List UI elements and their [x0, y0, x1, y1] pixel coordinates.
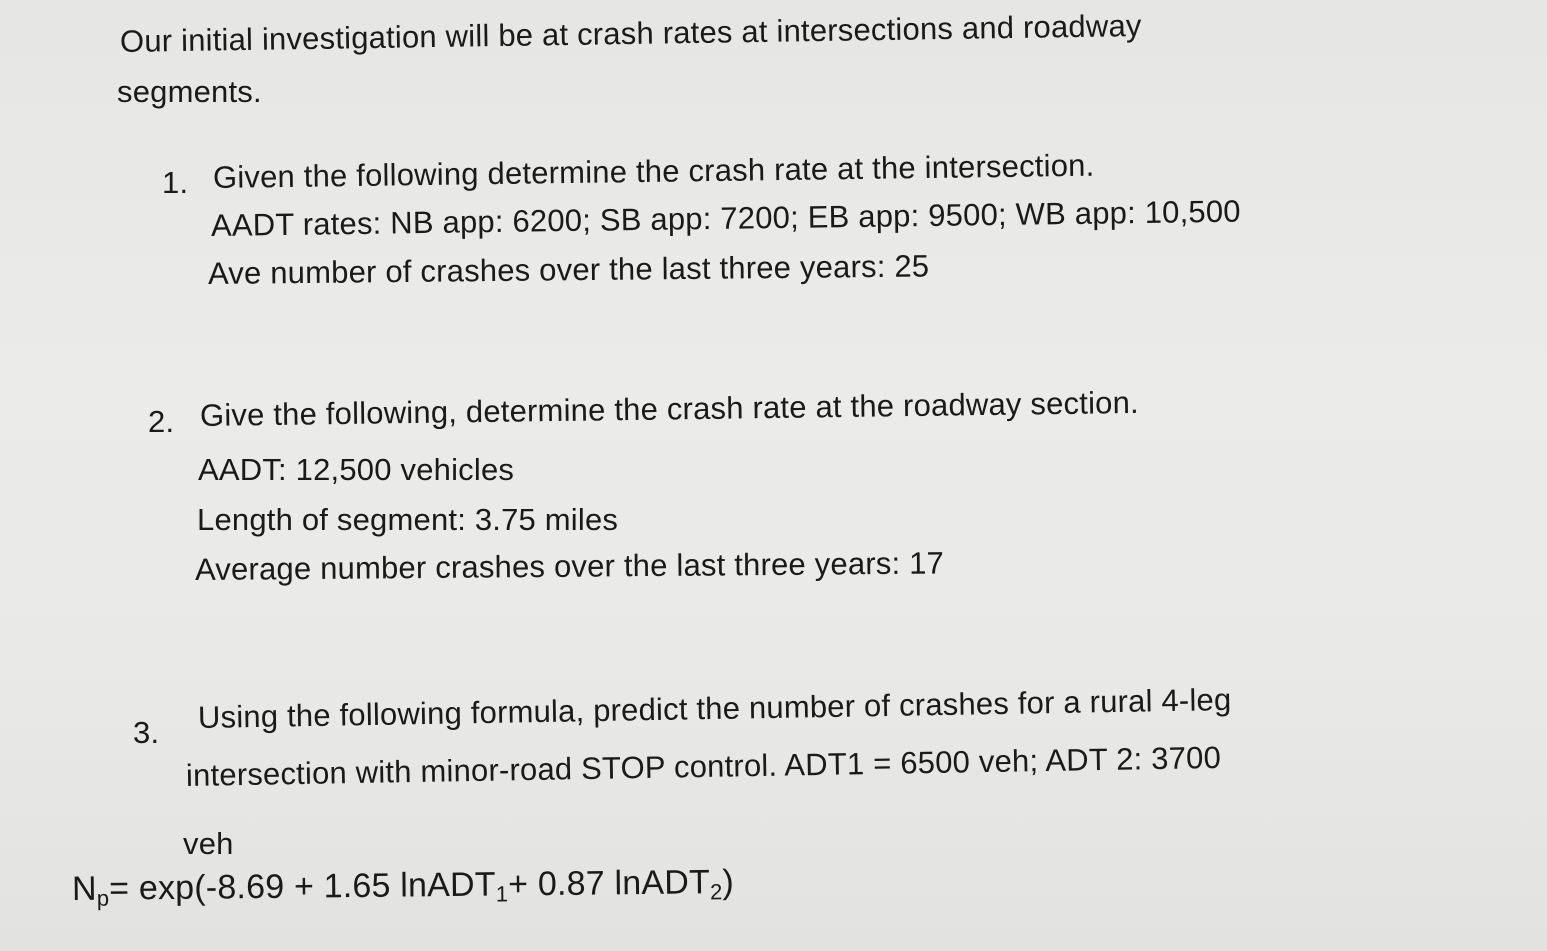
formula-part-3: )	[722, 863, 735, 902]
intro-text-line-1: Our initial investigation will be at crash rates at intersections and roadway	[119, 7, 1142, 59]
question-1-crash-count: Ave number of crashes over the last three years: 25	[207, 248, 930, 291]
question-1-aadt-rates: AADT rates: NB app: 6200; SB app: 7200; EB app: 9500; WB app: 10,500	[210, 193, 1241, 243]
question-1-heading: Given the following determine the crash rate at the intersection.	[212, 147, 1095, 195]
question-2-number: 2.	[148, 404, 175, 439]
question-3-unit-continuation: veh	[183, 826, 234, 861]
formula-part-1: = exp(-8.69 + 1.65 lnADT	[108, 865, 496, 908]
question-2-segment-length: Length of segment: 3.75 miles	[197, 502, 619, 537]
question-3-number: 3.	[133, 715, 160, 750]
formula-part-2: + 0.87 lnADT	[507, 863, 711, 904]
intro-text-line-2: segments.	[117, 74, 262, 109]
formula-lhs-subscript: p	[96, 885, 110, 911]
question-2-heading: Give the following, determine the crash rate at the roadway section.	[199, 384, 1140, 433]
question-3-heading: Using the following formula, predict the number of crashes for a rural 4-leg	[197, 681, 1232, 735]
formula-lhs: N	[71, 869, 97, 908]
prediction-formula	[72, 863, 734, 912]
question-2-crash-count: Average number crashes over the last three years: 17	[194, 545, 945, 587]
formula-subscript-2: 2	[709, 879, 723, 905]
formula-subscript-1: 1	[495, 881, 509, 907]
question-1-number: 1.	[162, 165, 189, 200]
question-3-adt-values: intersection with minor-road STOP control. ADT1 = 6500 veh; ADT 2: 3700	[185, 739, 1222, 793]
question-2-aadt: AADT: 12,500 vehicles	[198, 452, 515, 487]
